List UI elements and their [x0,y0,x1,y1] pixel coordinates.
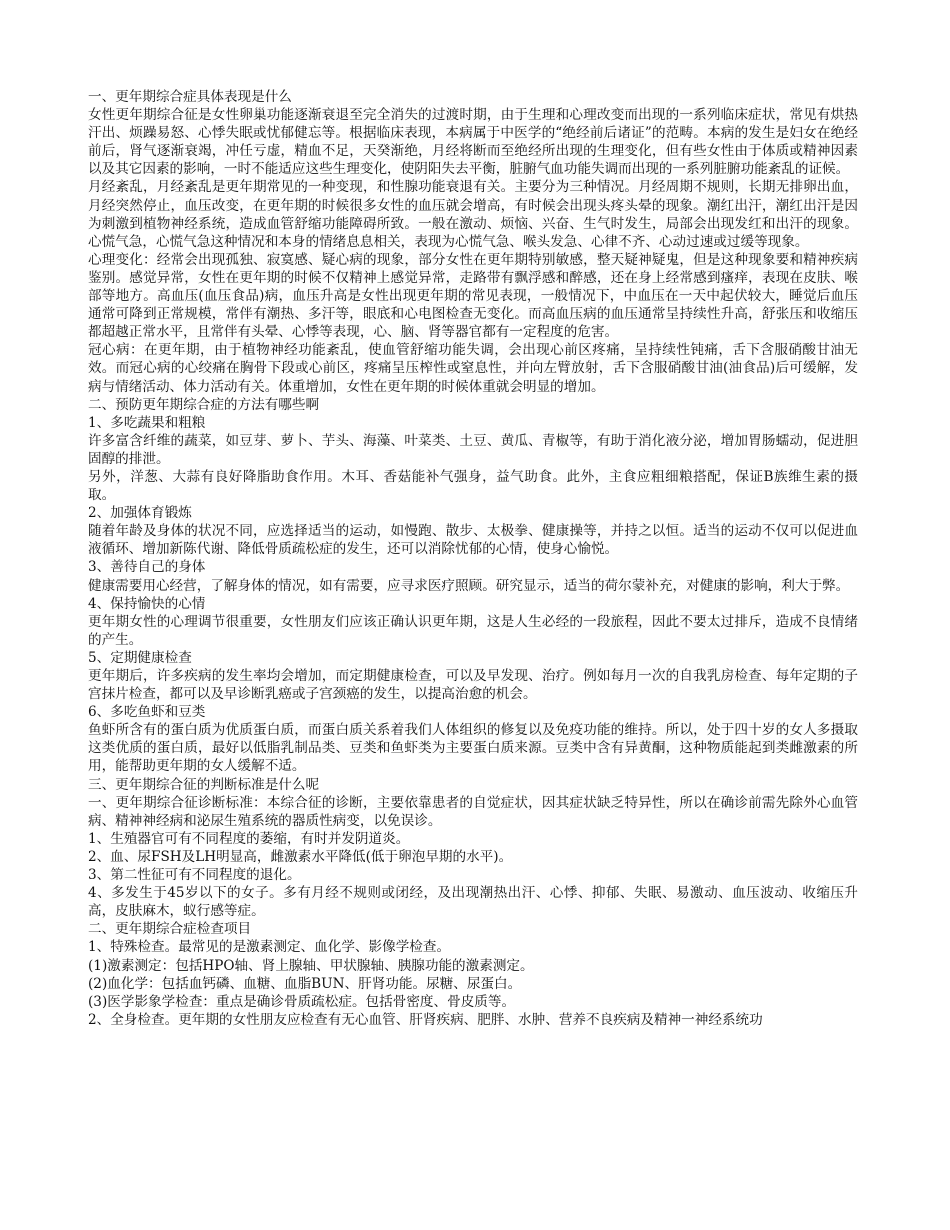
paragraph: 4、多发生于45岁以下的女子。多有月经不规则或闭经，及出现潮热出汗、心悸、抑郁、失眠、易激动、血压波动、收缩压升高，皮肤麻木，蚁行感等症。 [88,885,858,920]
paragraph: 更年期女性的心理调节很重要，女性朋友们应该正确认识更年期，这是人生必经的一段旅程，因此不要太过排斥，造成不良情绪的产生。 [88,613,858,648]
paragraph: 月经紊乱，月经紊乱是更年期常见的一种变现，和性腺功能衰退有关。主要分为三种情况。月经周期不规则，长期无排卵出血，月经突然停止，血压改变，在更年期的时候很多女性的血压就会增高，有时候会出现头疼头晕的现象。潮红出汗，潮红出汗是因为刺激到植物神经系统，造成血管舒缩功能障碍所致。一般在激动、烦恼、兴奋、生气时发生，局部会出现发红和出汗的现象。心慌气急，心慌气急这种情况和本身的情绪息息相关，表现为心慌气急、喉头发急、心律不齐、心动过速或过缓等现象。 [88,179,858,250]
paragraph: 1、特殊检查。最常见的是激素测定、血化学、影像学检查。 [88,939,451,956]
section-heading: 二、更年期综合症检查项目 [88,921,252,938]
section-heading: 2、加强体育锻炼 [88,505,192,522]
paragraph: 女性更年期综合征是女性卵巢功能逐渐衰退至完全消失的过渡时期，由于生理和心理改变而出现的一系列临床症状，常见有烘热汗出、烦躁易怒、心悸失眠或忧郁健忘等。根据临床表现，本病属于中医学的“绝经前后诸证”的范畴。本病的发生是妇女在绝经前后，肾气逐渐衰竭，冲任亏虚，精血不足，天癸渐绝，月经将断而至绝经所出现的生理变化，但有些女性由于体质或精神因素以及其它因素的影响，一时不能适应这些生理变化，使阴阳失去平衡，脏腑气血功能失调而出现的一系列脏腑功能紊乱的证候。 [88,107,858,178]
document-body [88,88,858,1029]
paragraph: 3、第二性征可有不同程度的退化。 [88,867,301,884]
paragraph: 更年期后，许多疾病的发生率均会增加，而定期健康检查，可以及早发现、治疗。例如每月一次的自我乳房检查、每年定期的子宫抹片检查，都可以及早诊断乳癌或子宫颈癌的发生，以提高治愈的机会。 [88,668,858,703]
paragraph: 冠心病：在更年期，由于植物神经功能紊乱，使血管舒缩功能失调，会出现心前区疼痛，呈持续性钝痛，舌下含服硝酸甘油无效。而冠心病的心绞痛在胸骨下段或心前区，疼痛呈压榨性或窒息性，并向左臂放射，舌下含服硝酸甘油(油食品)后可缓解，发病与情绪活动、体力活动有关。体重增加，女性在更年期的时候体重就会明显的增加。 [88,342,858,395]
section-heading: 1、多吃蔬果和粗粮 [88,414,206,431]
section-heading: 二、预防更年期综合症的方法有哪些啊 [88,396,320,413]
section-heading: 6、多吃鱼虾和豆类 [88,704,206,721]
paragraph: 2、全身检查。更年期的女性朋友应检查有无心血管、肝肾疾病、肥胖、水肿、营养不良疾病及精神一神经系统功 [88,1011,763,1028]
paragraph: (2)血化学：包括血钙磷、血糖、血脂BUN、肝肾功能。尿糖、尿蛋白。 [88,975,522,992]
paragraph: 健康需要用心经营，了解身体的情况，如有需要，应寻求医疗照顾。研究显示，适当的荷尔蒙补充，对健康的影响，利大于弊。 [88,577,850,594]
paragraph: 一、更年期综合征诊断标准：本综合征的诊断，主要依靠患者的自觉症状，因其症状缺乏特异性，所以在确诊前需先除外心血管病、精神神经病和泌尿生殖系统的器质性病变，以免误诊。 [88,794,858,829]
paragraph: 许多富含纤维的蔬菜，如豆芽、萝卜、芋头、海藻、叶菜类、土豆、黄瓜、青椒等，有助于消化液分泌，增加胃肠蠕动，促进胆固醇的排泄。 [88,432,858,467]
section-heading: 5、定期健康检查 [88,649,192,666]
paragraph: 鱼虾所含有的蛋白质为优质蛋白质，而蛋白质关系着我们人体组织的修复以及免疫功能的维持。所以，处于四十岁的女人多摄取这类优质的蛋白质，最好以低脂乳制品类、豆类和鱼虾类为主要蛋白质来源。豆类中含有异黄酮，这种物质能起到类雌激素的所用，能帮助更年期的女人缓解不适。 [88,722,858,775]
paragraph: (1)激素测定：包括HPO轴、肾上腺轴、甲状腺轴、胰腺功能的激素测定。 [88,957,534,974]
paragraph: 心理变化：经常会出现孤独、寂寞感、疑心病的现象，部分女性在更年期特别敏感，整天疑神疑鬼，但是这种现象要和精神疾病鉴别。感觉异常，女性在更年期的时候不仅精神上感觉异常，走路带有飘浮感和醉感，还在身上经常感到瘙痒，表现在皮肤、喉部等地方。高血压(血压食品)病，血压升高是女性出现更年期的常见表现，一般情况下，中血压在一天中起伏较大，睡觉后血压通常可降到正常规模，常伴有潮热、多汗等，眼底和心电图检查无变化。而高血压病的血压通常呈持续性升高，舒张压和收缩压都超越正常水平，且常伴有头晕、心悸等表现，心、脑、肾等器官都有一定程度的危害。 [88,251,858,341]
section-heading: 一、更年期综合症具体表现是什么 [88,89,292,105]
section-heading: 4、保持愉快的心情 [88,595,206,612]
paragraph: 2、血、尿FSH及LH明显高，雌激素水平降低(低于卵泡早期的水平)。 [88,848,513,865]
paragraph: (3)医学影象学检查：重点是确诊骨质疏松症。包括骨密度、骨皮质等。 [88,993,516,1010]
paragraph: 1、生殖器官可有不同程度的萎缩，有时并发阴道炎。 [88,830,410,847]
section-heading: 3、善待自己的身体 [88,559,206,576]
paragraph: 另外，洋葱、大蒜有良好降脂助食作用。木耳、香菇能补气强身，益气助食。此外，主食应粗细粮搭配，保证B族维生素的摄取。 [88,468,858,504]
paragraph: 随着年龄及身体的状况不同，应选择适当的运动，如慢跑、散步、太极拳、健康操等，并持之以恒。适当的运动不仅可以促进血液循环、增加新陈代谢、降低骨质疏松症的发生，还可以消除忧郁的心情，使身心愉悦。 [88,523,858,558]
section-heading: 三、更年期综合征的判断标准是什么呢 [88,776,320,793]
